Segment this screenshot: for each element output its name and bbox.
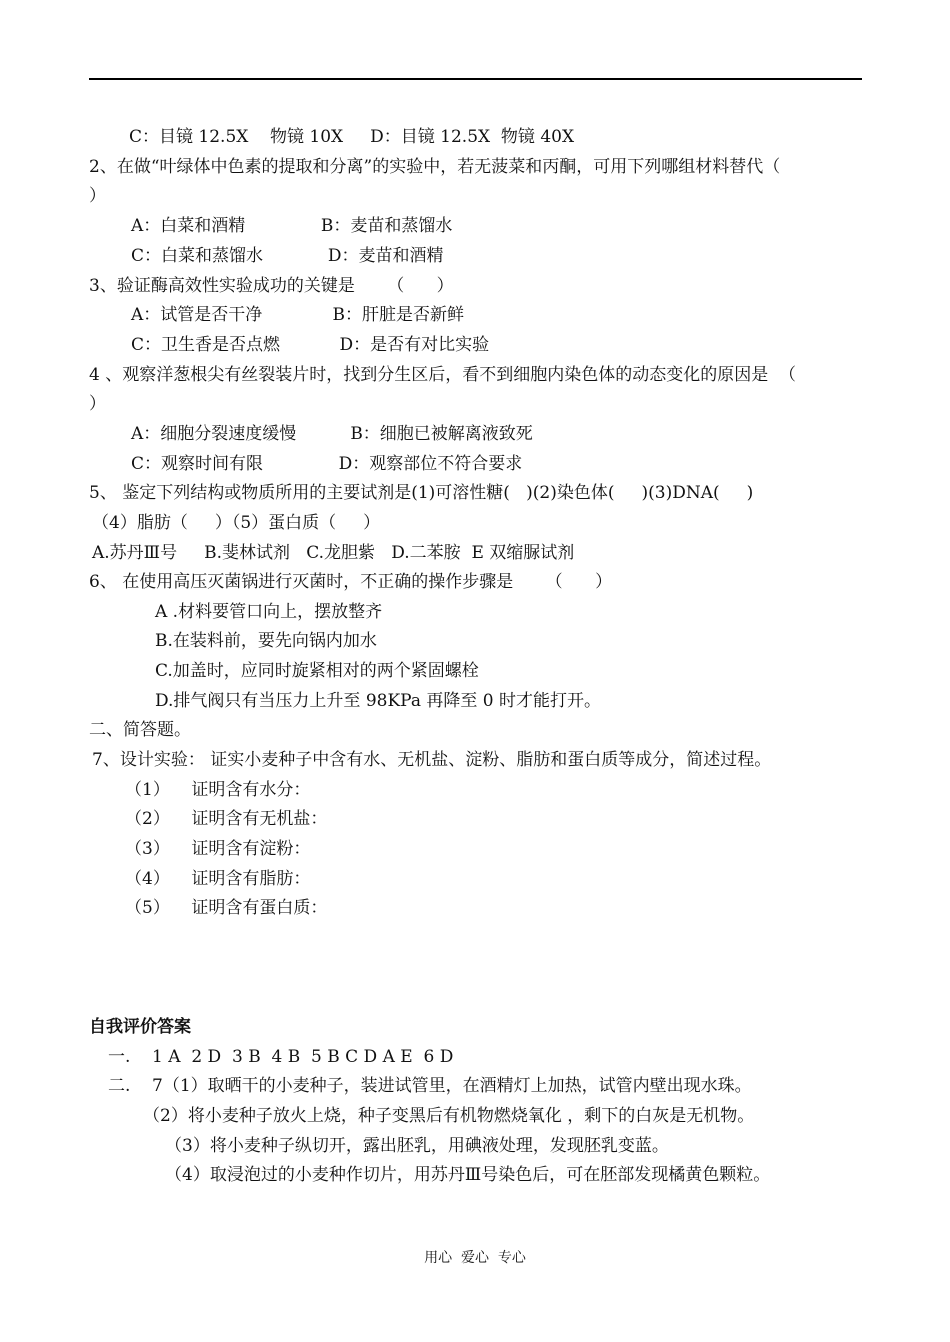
q6-option-a: A .材料要管口向上，摆放整齐 xyxy=(155,602,383,622)
q6-option-d: D.排气阀只有当压力上升至 98KPa 再降至 0 时才能打开。 xyxy=(155,691,602,711)
q3-option-ab: A：试管是否干净 B：肝脏是否新鲜 xyxy=(131,305,465,325)
answer-title: 自我评价答案 xyxy=(89,1017,191,1037)
q1-option-cd: C：目镜 12.5X 物镜 10X D：目镜 12.5X 物镜 40X xyxy=(129,127,575,147)
q4-option-ab: A：细胞分裂速度缓慢 B：细胞已被解离液致死 xyxy=(131,424,533,444)
answer-part-1: 一. 1 A 2 D 3 B 4 B 5 B C D A E 6 D xyxy=(108,1047,454,1067)
q7-item-1: （1） 证明含有水分： xyxy=(125,780,311,800)
page-footer: 用心 爱心 专心 xyxy=(424,1250,526,1266)
section-short-answer: 二、简答题。 xyxy=(89,720,191,740)
q6-stem: 6、 在使用高压灭菌锅进行灭菌时，不正确的操作步骤是 （ ） xyxy=(89,572,613,592)
q3-option-cd: C：卫生香是否点燃 D：是否有对比实验 xyxy=(131,335,490,355)
q4-option-cd: C：观察时间有限 D：观察部位不符合要求 xyxy=(131,454,523,474)
q7-item-4: （4） 证明含有脂肪： xyxy=(125,869,311,889)
answer-7-3: （3）将小麦种子纵切开，露出胚乳，用碘液处理，发现胚乳变蓝。 xyxy=(165,1136,669,1156)
q2-option-ab: A：白菜和酒精 B：麦苗和蒸馏水 xyxy=(131,216,453,236)
q5-stem-cont: （4）脂肪（ ）（5）蛋白质（ ） xyxy=(92,513,381,533)
q6-option-b: B.在装料前，要先向锅内加水 xyxy=(155,631,377,651)
q7-item-3: （3） 证明含有淀粉： xyxy=(125,839,311,859)
answer-part-2: 二. 7（1）取晒干的小麦种子，装进试管里，在酒精灯上加热，试管内壁出现水珠。 xyxy=(108,1076,752,1096)
q4-stem-cont: ） xyxy=(89,394,106,414)
q4-stem: 4 、观察洋葱根尖有丝裂装片时，找到分生区后，看不到细胞内染色体的动态变化的原因是 （ xyxy=(89,365,797,385)
answer-7-4: （4）取浸泡过的小麦种作切片，用苏丹Ⅲ号染色后，可在胚部发现橘黄色颗粒。 xyxy=(165,1165,771,1185)
q7-item-2: （2） 证明含有无机盐： xyxy=(125,809,328,829)
q2-option-cd: C：白菜和蒸馏水 D：麦苗和酒精 xyxy=(131,246,444,266)
q3-stem: 3、验证酶高效性实验成功的关键是 （ ） xyxy=(89,276,454,296)
q5-options: A.苏丹Ⅲ号 B.斐林试剂 C.龙胆紫 D.二苯胺 E 双缩脲试剂 xyxy=(92,543,575,563)
answer-7-2: （2）将小麦种子放火上烧，种子变黑后有机物燃烧氧化 ，剩下的白灰是无机物。 xyxy=(143,1106,755,1126)
q5-stem: 5、 鉴定下列结构或物质所用的主要试剂是(1)可溶性糖( )(2)染色体( )(3)DNA( ) xyxy=(89,483,754,503)
q6-option-c: C.加盖时，应同时旋紧相对的两个紧固螺栓 xyxy=(155,661,479,681)
q2-stem-cont: ） xyxy=(89,186,106,206)
header-rule xyxy=(89,78,862,80)
q7-stem: 7、设计实验： 证实小麦种子中含有水、无机盐、淀粉、脂肪和蛋白质等成分，简述过程。 xyxy=(92,750,772,770)
q7-item-5: （5） 证明含有蛋白质： xyxy=(125,898,328,918)
q2-stem: 2、在做“叶绿体中色素的提取和分离”的实验中，若无菠菜和丙酮，可用下列哪组材料替代（ xyxy=(89,157,781,177)
